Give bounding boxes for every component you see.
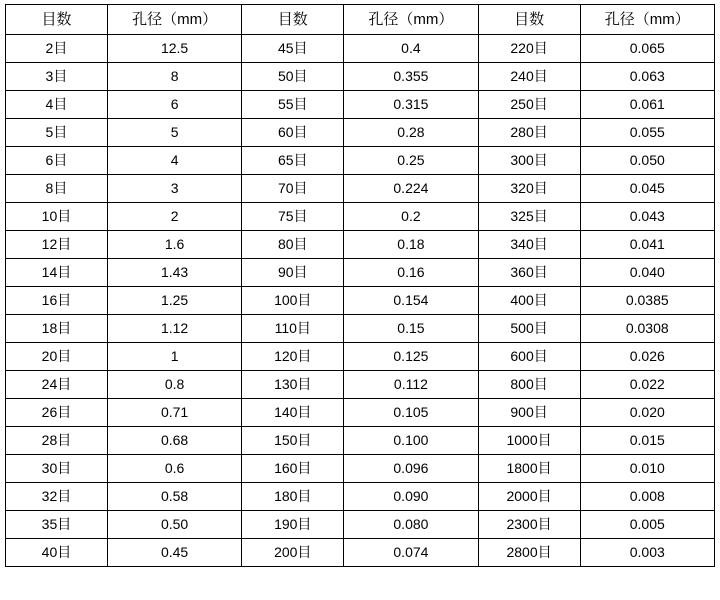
table-row: [6, 287, 715, 315]
aperture-value-cell: 0.355: [344, 63, 478, 91]
mesh-value-cell: 2300目: [478, 511, 580, 539]
mesh-value-cell: 190目: [242, 511, 344, 539]
mesh-value-cell: 1800目: [478, 455, 580, 483]
mesh-value-cell: 340目: [478, 231, 580, 259]
aperture-value-cell: 0.100: [344, 427, 478, 455]
mesh-value-cell: 18目: [6, 315, 108, 343]
mesh-value-cell: 24目: [6, 371, 108, 399]
aperture-value-cell: 0.112: [344, 371, 478, 399]
aperture-value-cell: 0.0308: [580, 315, 714, 343]
table-row: [6, 259, 715, 287]
column-header-aperture-2: 孔径（mm）: [344, 5, 478, 35]
mesh-value-cell: 16目: [6, 287, 108, 315]
aperture-value-cell: 6: [107, 91, 241, 119]
mesh-value-cell: 32目: [6, 483, 108, 511]
aperture-value-cell: 0.28: [344, 119, 478, 147]
mesh-value-cell: 14目: [6, 259, 108, 287]
aperture-value-cell: 0.71: [107, 399, 241, 427]
aperture-value-cell: 0.080: [344, 511, 478, 539]
table-row: [6, 231, 715, 259]
aperture-value-cell: 0.063: [580, 63, 714, 91]
aperture-value-cell: 0.055: [580, 119, 714, 147]
aperture-value-cell: 0.4: [344, 35, 478, 63]
aperture-value-cell: 12.5: [107, 35, 241, 63]
aperture-value-cell: 2: [107, 203, 241, 231]
mesh-value-cell: 50目: [242, 63, 344, 91]
mesh-value-cell: 12目: [6, 231, 108, 259]
aperture-value-cell: 0.125: [344, 343, 478, 371]
aperture-value-cell: 0.105: [344, 399, 478, 427]
table-row: [6, 427, 715, 455]
aperture-value-cell: 0.040: [580, 259, 714, 287]
aperture-value-cell: 0.061: [580, 91, 714, 119]
mesh-value-cell: 2800目: [478, 539, 580, 567]
aperture-value-cell: 0.8: [107, 371, 241, 399]
aperture-value-cell: 1.43: [107, 259, 241, 287]
aperture-value-cell: 1.25: [107, 287, 241, 315]
column-header-mesh-2: 目数: [242, 5, 344, 35]
table-header-row: [6, 5, 715, 35]
mesh-value-cell: 75目: [242, 203, 344, 231]
mesh-value-cell: 325目: [478, 203, 580, 231]
mesh-value-cell: 40目: [6, 539, 108, 567]
column-header-aperture-1: 孔径（mm）: [107, 5, 241, 35]
mesh-value-cell: 160目: [242, 455, 344, 483]
mesh-value-cell: 100目: [242, 287, 344, 315]
mesh-value-cell: 180目: [242, 483, 344, 511]
aperture-value-cell: 8: [107, 63, 241, 91]
aperture-value-cell: 4: [107, 147, 241, 175]
mesh-value-cell: 3目: [6, 63, 108, 91]
mesh-value-cell: 35目: [6, 511, 108, 539]
mesh-value-cell: 28目: [6, 427, 108, 455]
mesh-value-cell: 70目: [242, 175, 344, 203]
mesh-value-cell: 1000目: [478, 427, 580, 455]
mesh-value-cell: 240目: [478, 63, 580, 91]
column-header-mesh-3: 目数: [478, 5, 580, 35]
aperture-value-cell: 1.6: [107, 231, 241, 259]
table-row: [6, 371, 715, 399]
aperture-value-cell: 0.005: [580, 511, 714, 539]
table-row: [6, 455, 715, 483]
table-row: [6, 119, 715, 147]
aperture-value-cell: 0.18: [344, 231, 478, 259]
aperture-value-cell: 0.090: [344, 483, 478, 511]
mesh-value-cell: 30目: [6, 455, 108, 483]
table-row: [6, 147, 715, 175]
mesh-value-cell: 500目: [478, 315, 580, 343]
mesh-value-cell: 26目: [6, 399, 108, 427]
mesh-value-cell: 900目: [478, 399, 580, 427]
mesh-value-cell: 200目: [242, 539, 344, 567]
table-row: [6, 483, 715, 511]
aperture-value-cell: 0.45: [107, 539, 241, 567]
aperture-value-cell: 0.003: [580, 539, 714, 567]
aperture-value-cell: 0.25: [344, 147, 478, 175]
aperture-value-cell: 0.041: [580, 231, 714, 259]
aperture-value-cell: 0.315: [344, 91, 478, 119]
table-row: [6, 175, 715, 203]
column-header-aperture-3: 孔径（mm）: [580, 5, 714, 35]
aperture-value-cell: 0.154: [344, 287, 478, 315]
mesh-value-cell: 20目: [6, 343, 108, 371]
table-row: [6, 63, 715, 91]
mesh-value-cell: 90目: [242, 259, 344, 287]
aperture-value-cell: 0.58: [107, 483, 241, 511]
table-row: [6, 511, 715, 539]
aperture-value-cell: 0.50: [107, 511, 241, 539]
table-row: [6, 91, 715, 119]
aperture-value-cell: 0.15: [344, 315, 478, 343]
mesh-value-cell: 8目: [6, 175, 108, 203]
aperture-value-cell: 0.008: [580, 483, 714, 511]
mesh-value-cell: 6目: [6, 147, 108, 175]
mesh-value-cell: 65目: [242, 147, 344, 175]
aperture-value-cell: 0.020: [580, 399, 714, 427]
aperture-value-cell: 0.2: [344, 203, 478, 231]
aperture-value-cell: 0.010: [580, 455, 714, 483]
aperture-value-cell: 0.6: [107, 455, 241, 483]
mesh-value-cell: 280目: [478, 119, 580, 147]
table-row: [6, 35, 715, 63]
mesh-size-table: [5, 4, 715, 567]
mesh-value-cell: 4目: [6, 91, 108, 119]
aperture-value-cell: 0.065: [580, 35, 714, 63]
aperture-value-cell: 0.074: [344, 539, 478, 567]
mesh-value-cell: 140目: [242, 399, 344, 427]
aperture-value-cell: 0.096: [344, 455, 478, 483]
aperture-value-cell: 5: [107, 119, 241, 147]
mesh-value-cell: 360目: [478, 259, 580, 287]
aperture-value-cell: 0.224: [344, 175, 478, 203]
table-body: [6, 35, 715, 567]
aperture-value-cell: 0.050: [580, 147, 714, 175]
table-row: [6, 315, 715, 343]
table-row: [6, 203, 715, 231]
mesh-value-cell: 55目: [242, 91, 344, 119]
mesh-value-cell: 120目: [242, 343, 344, 371]
mesh-value-cell: 600目: [478, 343, 580, 371]
mesh-value-cell: 150目: [242, 427, 344, 455]
mesh-value-cell: 80目: [242, 231, 344, 259]
table-row: [6, 399, 715, 427]
mesh-value-cell: 300目: [478, 147, 580, 175]
mesh-value-cell: 45目: [242, 35, 344, 63]
mesh-value-cell: 2目: [6, 35, 108, 63]
mesh-value-cell: 400目: [478, 287, 580, 315]
mesh-value-cell: 5目: [6, 119, 108, 147]
aperture-value-cell: 0.045: [580, 175, 714, 203]
mesh-value-cell: 110目: [242, 315, 344, 343]
aperture-value-cell: 0.68: [107, 427, 241, 455]
mesh-value-cell: 60目: [242, 119, 344, 147]
aperture-value-cell: 1: [107, 343, 241, 371]
aperture-value-cell: 0.026: [580, 343, 714, 371]
aperture-value-cell: 0.0385: [580, 287, 714, 315]
mesh-value-cell: 800目: [478, 371, 580, 399]
aperture-value-cell: 1.12: [107, 315, 241, 343]
table-row: [6, 539, 715, 567]
aperture-value-cell: 0.015: [580, 427, 714, 455]
mesh-value-cell: 220目: [478, 35, 580, 63]
mesh-value-cell: 2000目: [478, 483, 580, 511]
mesh-value-cell: 250目: [478, 91, 580, 119]
aperture-value-cell: 0.043: [580, 203, 714, 231]
mesh-value-cell: 320目: [478, 175, 580, 203]
column-header-mesh-1: 目数: [6, 5, 108, 35]
mesh-value-cell: 10目: [6, 203, 108, 231]
aperture-value-cell: 0.022: [580, 371, 714, 399]
aperture-value-cell: 0.16: [344, 259, 478, 287]
table-row: [6, 343, 715, 371]
mesh-value-cell: 130目: [242, 371, 344, 399]
aperture-value-cell: 3: [107, 175, 241, 203]
